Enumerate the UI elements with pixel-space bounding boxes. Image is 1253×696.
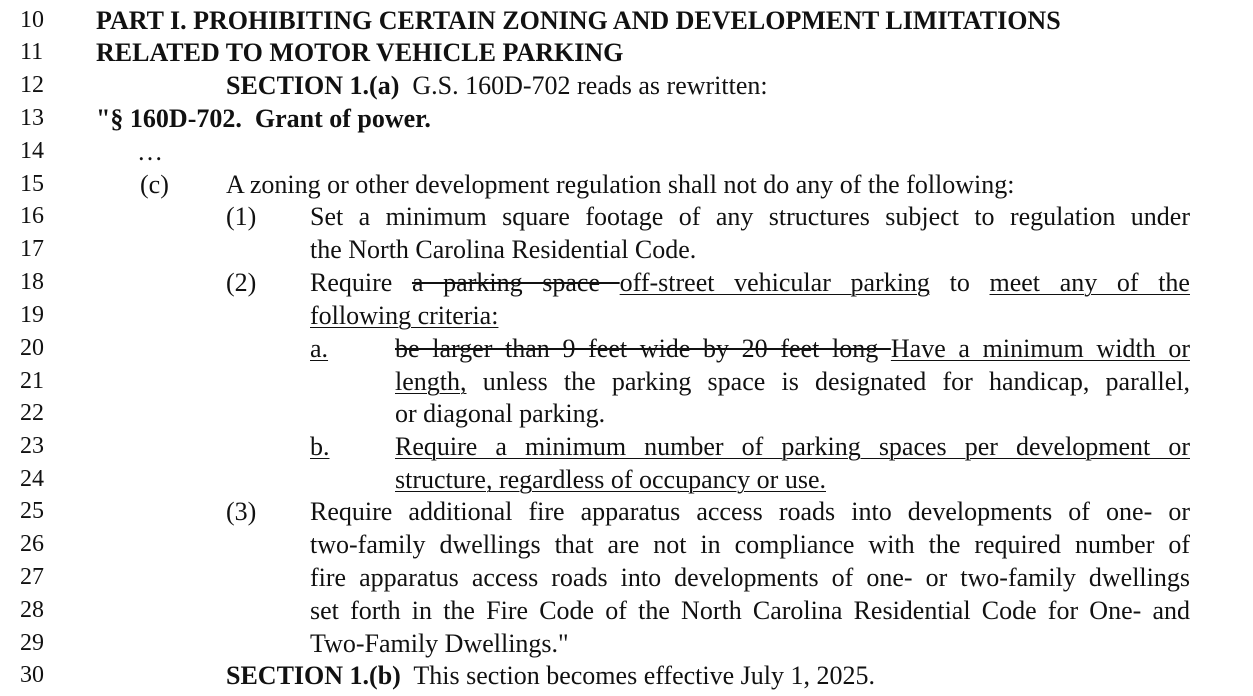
part-heading-continued: RELATED TO MOTOR VEHICLE PARKING [96,38,624,67]
doc-line [0,102,1253,135]
doc-line [0,233,1253,266]
doc-line [0,528,1253,561]
text-run: to [929,268,990,297]
text-run: unless the parking space is designated for handicap, parallel, [466,367,1190,396]
deleted-text: be larger than 9 feet wide by 20 feet long [395,334,891,363]
doc-line [0,266,1253,299]
subitem-label: b. [310,432,330,461]
line-number: 22 [20,400,44,426]
item-number: (2) [226,268,257,297]
inserted-text: structure, regardless of occupancy or use. [395,465,826,494]
item-text: Set a minimum square footage of any structures subject to regulation under [310,202,1190,231]
line-number: 11 [20,39,44,65]
subitem-text: or diagonal parking. [395,399,606,428]
line-number: 14 [20,138,44,164]
doc-line [0,332,1253,365]
doc-line [0,135,1253,168]
line-number: 17 [20,236,44,262]
doc-line [0,200,1253,233]
item-number: (3) [226,497,257,526]
statute-heading: "§ 160D-702. Grant of power. [96,104,431,133]
section-label: SECTION 1.(b) [226,661,401,690]
item-text: fire apparatus access roads into developments of one- or two-family dwellings [310,563,1190,592]
ellipsis: … [137,137,163,166]
doc-line [0,463,1253,496]
part-heading: PART I. PROHIBITING CERTAIN ZONING AND DEVELOPMENT LIMITATIONS [96,6,1061,35]
item-text: the North Carolina Residential Code. [310,235,697,264]
doc-line [0,594,1253,627]
line-number: 23 [20,433,44,459]
doc-line [0,561,1253,594]
item-number: (1) [226,202,257,231]
line-number: 16 [20,203,44,229]
doc-line [0,659,1253,692]
subitem-text [395,332,1190,365]
line-number: 15 [20,171,44,197]
section-label: SECTION 1.(a) [226,71,400,100]
line-number: 13 [20,105,44,131]
line-number: 27 [20,564,44,590]
doc-line [0,168,1253,201]
doc-line [0,365,1253,398]
inserted-text: off-street vehicular parking [619,268,930,297]
section-body: G.S. 160D-702 reads as rewritten: [399,71,768,100]
inserted-text: meet any of the [989,268,1190,297]
subitem-label: a. [310,334,329,363]
line-number: 25 [20,498,44,524]
inserted-text: following criteria: [310,301,499,330]
item-text: Require additional fire apparatus access roads into developments of one- or [310,497,1190,526]
line-number: 10 [20,7,44,33]
item-text: two-family dwellings that are not in compliance with the required number of [310,530,1190,559]
subsection-text: A zoning or other development regulation shall not do any of the following: [226,170,1015,199]
item-text: set forth in the Fire Code of the North Carolina Residential Code for One- and [310,596,1190,625]
section-body: This section becomes effective July 1, 2025. [400,661,875,690]
doc-line [0,495,1253,528]
line-number: 19 [20,302,44,328]
line-number: 24 [20,466,44,492]
line-number: 30 [20,662,44,688]
item-text [310,266,1190,299]
subitem-text [395,365,1190,398]
doc-line [0,430,1253,463]
line-number: 29 [20,630,44,656]
line-number: 18 [20,269,44,295]
line-number: 12 [20,72,44,98]
section-text [226,659,875,692]
item-text: Two-Family Dwellings." [310,629,569,658]
inserted-text: length, [395,367,467,396]
doc-line [0,397,1253,430]
doc-line [0,627,1253,660]
doc-line [0,4,1253,37]
line-number: 21 [20,368,44,394]
line-number: 20 [20,335,44,361]
section-text [226,69,768,102]
doc-line [0,299,1253,332]
line-number: 28 [20,597,44,623]
doc-line [0,36,1253,69]
doc-line [0,69,1253,102]
text-run: Require [310,268,412,297]
inserted-text: Require a minimum number of parking spaces per development or [395,432,1190,461]
deleted-text: a parking space [411,268,620,297]
inserted-text: Have a minimum width or [890,334,1190,363]
line-number: 26 [20,531,44,557]
subsection-label: (c) [140,170,169,199]
